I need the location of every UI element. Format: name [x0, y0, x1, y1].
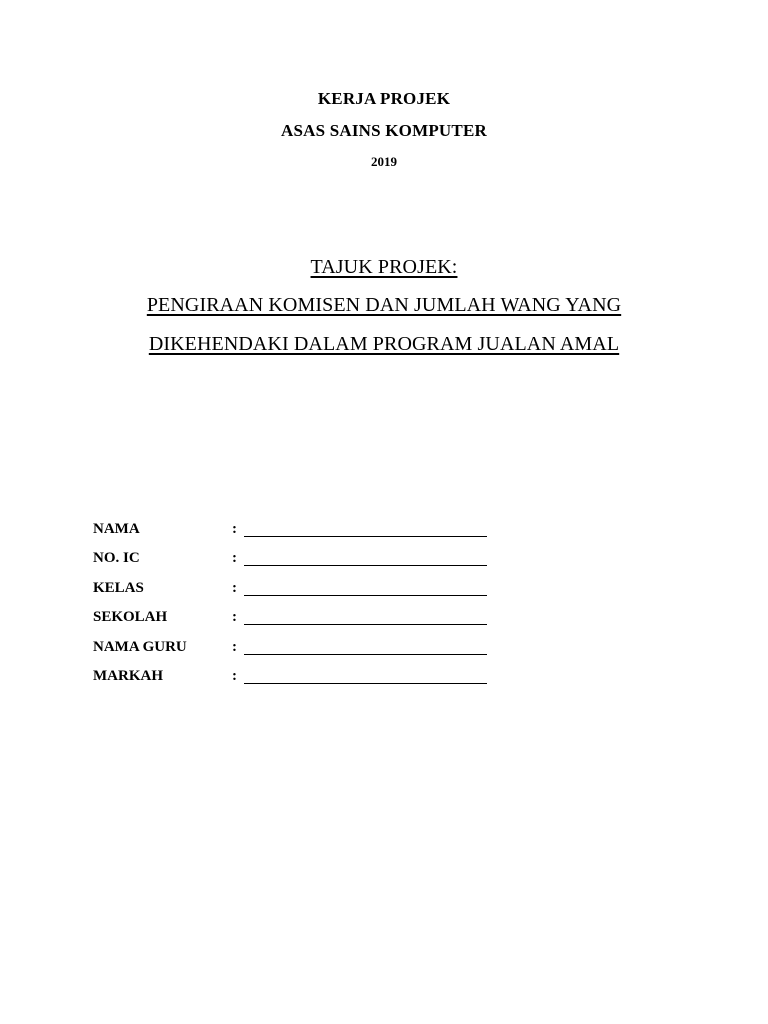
project-title-label: TAJUK PROJEK: [310, 256, 458, 278]
field-blank-no-ic[interactable] [244, 565, 487, 566]
field-label-nama: NAMA [93, 521, 140, 537]
field-blank-kelas[interactable] [244, 595, 487, 596]
field-label-markah: MARKAH [93, 668, 163, 684]
field-blank-markah[interactable] [244, 683, 487, 684]
field-blank-sekolah[interactable] [244, 624, 487, 625]
field-label-sekolah: SEKOLAH [93, 609, 168, 625]
project-title-line-2: DIKEHENDAKI DALAM PROGRAM JUALAN AMAL [148, 333, 620, 355]
field-colon: : [232, 668, 237, 684]
header-title: KERJA PROJEK [317, 89, 451, 108]
field-label-no-ic: NO. IC [93, 550, 140, 566]
field-blank-nama-guru[interactable] [244, 654, 487, 655]
project-title-line-1: PENGIRAAN KOMISEN DAN JUMLAH WANG YANG [146, 294, 622, 316]
field-label-kelas: KELAS [93, 580, 144, 596]
header-year: 2019 [371, 154, 397, 169]
field-blank-nama[interactable] [244, 536, 487, 537]
field-colon: : [232, 580, 237, 596]
field-colon: : [232, 609, 237, 625]
field-colon: : [232, 639, 237, 655]
field-label-nama-guru: NAMA GURU [93, 639, 187, 655]
field-colon: : [232, 521, 237, 537]
field-colon: : [232, 550, 237, 566]
header-subject: ASAS SAINS KOMPUTER [281, 121, 487, 140]
